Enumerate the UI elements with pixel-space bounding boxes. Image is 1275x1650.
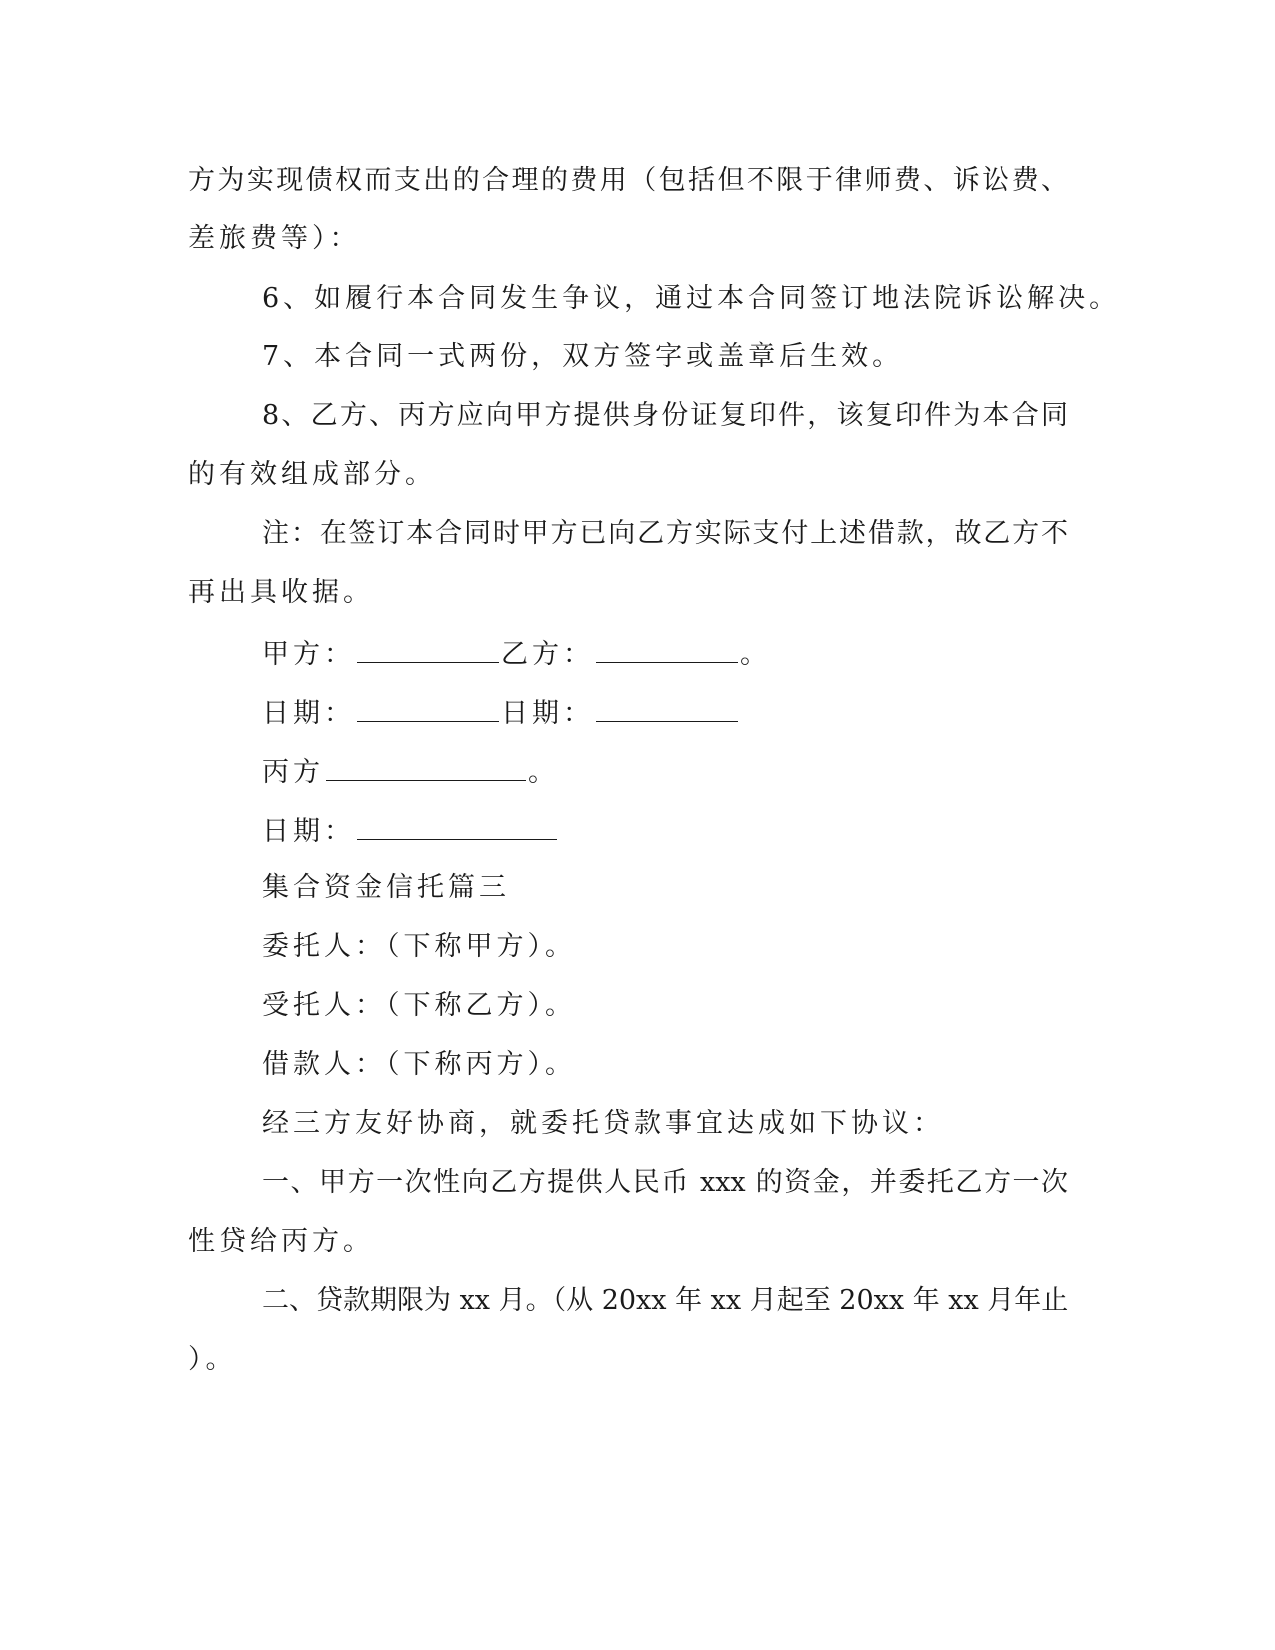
period: 。 — [528, 757, 559, 788]
clause-7: 7、本合同一式两份，双方签字或盖章后生效。 — [262, 341, 904, 372]
paragraph-line: 再出具收据。 — [188, 577, 374, 608]
agreement-intro: 经三方友好协商，就委托贷款事宜达成如下协议： — [262, 1108, 944, 1139]
signature-row-c-date — [262, 811, 559, 850]
principal-line: 委托人：（下称甲方）。 — [262, 931, 576, 962]
date-b-blank[interactable] — [596, 693, 738, 722]
clause-8: 8、乙方、丙方应向甲方提供身份证复印件，该复印件为本合同 — [262, 400, 1068, 431]
period: 。 — [740, 639, 771, 670]
signature-row-dates — [262, 693, 740, 732]
trustee-line: 受托人：（下称乙方）。 — [262, 990, 576, 1021]
date-c-blank[interactable] — [357, 811, 557, 840]
date-a-blank[interactable] — [357, 693, 499, 722]
clause-6: 6、如履行本合同发生争议，通过本合同签订地法院诉讼解决。 — [262, 283, 1121, 314]
borrower-line: 借款人：（下称丙方）。 — [262, 1049, 576, 1080]
party-c-signature-blank[interactable] — [326, 752, 526, 781]
paragraph-line: 的有效组成部分。 — [188, 459, 436, 490]
clause-1: 一、甲方一次性向乙方提供人民币 xxx 的资金，并委托乙方一次 — [262, 1167, 1068, 1198]
signature-row-ab — [262, 634, 771, 673]
paragraph-line: 差旅费等）： — [188, 223, 361, 254]
paragraph-line: ）。 — [188, 1344, 237, 1375]
paragraph-line: 性贷给丙方。 — [188, 1226, 374, 1257]
clause-2: 二、贷款期限为 xx 月。（从 20xx 年 xx 月起至 20xx 年 xx 月年止 — [262, 1285, 1069, 1316]
date-label-a: 日期： — [262, 698, 355, 729]
date-label-c: 日期： — [262, 816, 355, 847]
section-heading: 集合资金信托篇三 — [262, 872, 510, 903]
date-label-b: 日期： — [501, 698, 594, 729]
paragraph-line: 方为实现债权而支出的合理的费用（包括但不限于律师费、诉讼费、 — [188, 165, 1068, 196]
party-b-signature-blank[interactable] — [596, 634, 738, 663]
party-b-label: 乙方： — [501, 639, 594, 670]
party-c-label: 丙方 — [262, 757, 324, 788]
note-line: 注：在签订本合同时甲方已向乙方实际支付上述借款，故乙方不 — [262, 518, 1068, 549]
party-a-signature-blank[interactable] — [357, 634, 499, 663]
signature-row-c — [262, 752, 559, 791]
party-a-label: 甲方： — [262, 639, 355, 670]
